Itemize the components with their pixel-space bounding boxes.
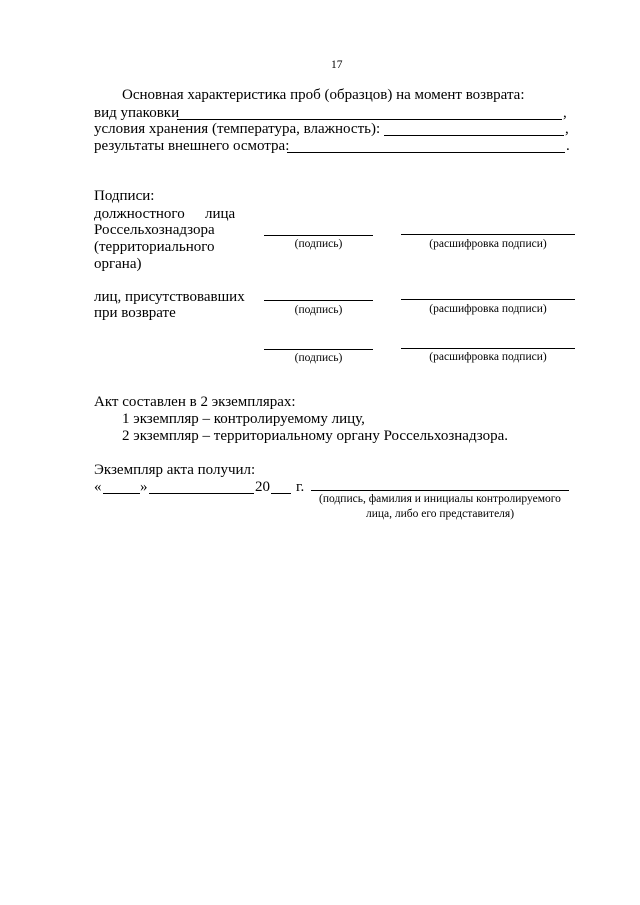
present2-decoding-caption: (расшифровка подписи) <box>429 351 547 363</box>
official-label-line3: (территориального <box>94 239 215 255</box>
signatures-heading: Подписи: <box>94 188 155 204</box>
present2-decoding-field[interactable] <box>401 348 575 349</box>
inspection-period: . <box>566 138 570 154</box>
receipt-heading: Экземпляр акта получил: <box>94 462 256 478</box>
official-decoding-caption: (расшифровка подписи) <box>429 238 547 250</box>
characteristics-heading: Основная характеристика проб (образцов) на момент возврата: <box>122 87 525 103</box>
present1-signature-caption: (подпись) <box>294 304 343 316</box>
present-label-line1: лиц, присутствовавших <box>94 289 245 305</box>
date-quote-close: » <box>140 479 148 495</box>
packaging-field[interactable] <box>177 119 562 120</box>
date-day-field[interactable] <box>103 493 140 494</box>
present-label-line2: при возврате <box>94 305 176 321</box>
act-copy-1: 1 экземпляр – контролируемому лицу, <box>122 411 365 427</box>
inspection-label: результаты внешнего осмотра: <box>94 138 290 154</box>
storage-label: условия хранения (температура, влажность): <box>94 121 381 137</box>
official-label-line2: Россельхознадзора <box>94 222 215 238</box>
present2-signature-caption: (подпись) <box>294 352 343 364</box>
page-number: 17 <box>331 59 343 71</box>
present1-decoding-caption: (расшифровка подписи) <box>429 303 547 315</box>
official-label-line4: органа) <box>94 256 142 272</box>
date-year-suffix: г. <box>296 479 305 495</box>
receipt-caption-line1: (подпись, фамилия и инициалы контролируемого <box>319 493 561 505</box>
present1-signature-field[interactable] <box>264 300 373 301</box>
act-copy-2: 2 экземпляр – территориальному органу Россельхознадзора. <box>122 428 509 444</box>
official-signature-field[interactable] <box>264 235 373 236</box>
date-quote-open: « <box>94 479 102 495</box>
packaging-comma: , <box>563 105 567 121</box>
official-decoding-field[interactable] <box>401 234 575 235</box>
receipt-signature-field[interactable] <box>311 490 569 491</box>
storage-field[interactable] <box>384 135 564 136</box>
date-year-prefix: 20 <box>255 479 270 495</box>
act-copies-heading: Акт составлен в 2 экземплярах: <box>94 394 296 410</box>
official-label-word2: лица <box>205 206 236 222</box>
present2-signature-field[interactable] <box>264 349 373 350</box>
date-month-field[interactable] <box>149 493 254 494</box>
official-label-word1: должностного <box>94 206 185 222</box>
packaging-label: вид упаковки <box>94 105 180 121</box>
present1-decoding-field[interactable] <box>401 299 575 300</box>
date-year-field[interactable] <box>271 493 291 494</box>
inspection-field[interactable] <box>287 152 565 153</box>
official-signature-caption: (подпись) <box>294 238 343 250</box>
receipt-caption-line2: лица, либо его представителя) <box>365 508 515 520</box>
storage-comma: , <box>565 121 569 137</box>
